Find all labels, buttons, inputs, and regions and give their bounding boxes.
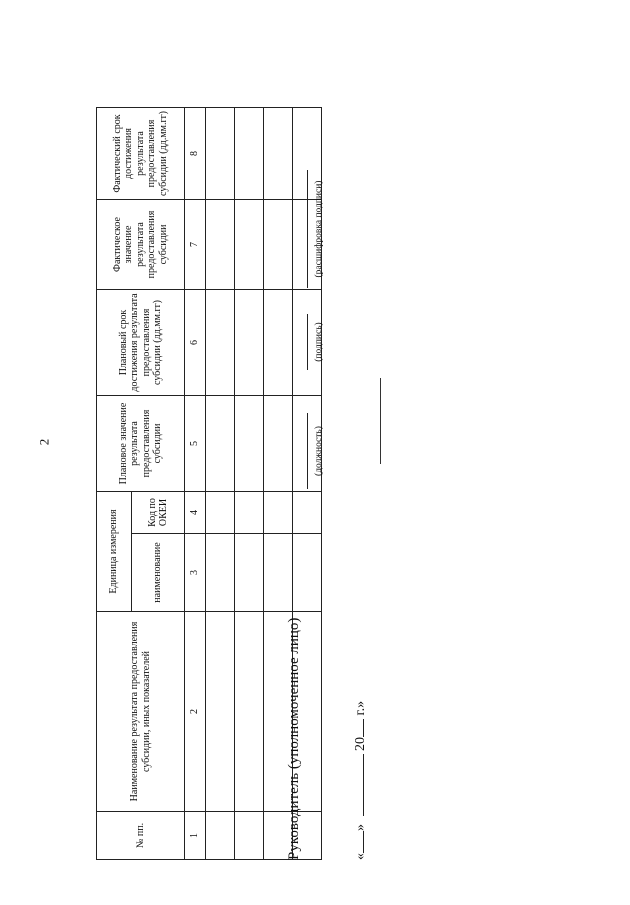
signature-line[interactable]: [307, 314, 308, 370]
column-number: 8: [185, 108, 206, 200]
table-cell[interactable]: [235, 396, 264, 492]
table-cell[interactable]: [264, 492, 293, 534]
table-cell[interactable]: [235, 108, 264, 200]
table-cell[interactable]: [235, 534, 264, 612]
signature-caption: (подпись): [314, 322, 324, 362]
column-number: 1: [185, 812, 206, 860]
table-row: [206, 108, 235, 860]
year-suffix: г.»: [353, 700, 368, 716]
date-close-quote: »: [353, 824, 368, 831]
date-open-quote: «: [353, 853, 368, 860]
year-prefix: 20: [353, 737, 368, 751]
day-blank[interactable]: [351, 831, 364, 853]
table-cell[interactable]: [293, 492, 322, 534]
column-number: 3: [185, 534, 206, 612]
header-plan-value: Плановое значение результата предоставления субсидии: [97, 396, 185, 492]
decode-line[interactable]: [307, 170, 308, 288]
table-cell[interactable]: [235, 290, 264, 396]
signatory-heading: Руководитель (уполномоченное лицо): [286, 617, 302, 860]
table-cell[interactable]: [235, 612, 264, 812]
rotated-form: [52, 44, 472, 884]
table-cell[interactable]: [235, 200, 264, 290]
table-cell[interactable]: [206, 812, 235, 860]
table-cell[interactable]: [235, 812, 264, 860]
table-cell[interactable]: [264, 200, 293, 290]
table-row: [235, 108, 264, 860]
position-caption: (должность): [314, 426, 324, 476]
table-cell[interactable]: [264, 290, 293, 396]
position-line[interactable]: [307, 413, 308, 489]
table-cell[interactable]: [264, 108, 293, 200]
header-plan-date: Плановый срок достижения результата предоставления субсидии (дд.мм.гг): [97, 290, 185, 396]
date-line: [351, 701, 369, 860]
table-cell[interactable]: [206, 396, 235, 492]
table-cell[interactable]: [264, 396, 293, 492]
column-number: 2: [185, 612, 206, 812]
column-number: 5: [185, 396, 206, 492]
table-cell[interactable]: [264, 534, 293, 612]
table-cell[interactable]: [206, 108, 235, 200]
month-blank[interactable]: [351, 755, 364, 817]
header-name: Наименование результата предоставления субсидии, иных показателей: [97, 612, 185, 812]
header-fact-value: Фактическое значение результата предоставления субсидии: [97, 200, 185, 290]
page-number: 2: [36, 438, 52, 446]
header-unit-code: Код по ОКЕИ: [132, 492, 185, 534]
table-cell[interactable]: [206, 492, 235, 534]
column-number: 6: [185, 290, 206, 396]
table-cell[interactable]: [206, 612, 235, 812]
column-number: 4: [185, 492, 206, 534]
table-cell[interactable]: [206, 534, 235, 612]
header-fact-date: Фактический срок достижения результата предоставления субсидии (дд.мм.гг): [97, 108, 185, 200]
header-no: № пп.: [97, 812, 185, 860]
header-row-1: [97, 108, 132, 860]
table-cell[interactable]: [293, 534, 322, 612]
table-cell[interactable]: [206, 290, 235, 396]
stamp-line: [380, 378, 381, 464]
year-blank[interactable]: [351, 719, 364, 737]
column-number: 7: [185, 200, 206, 290]
header-unit-name: наименование: [132, 534, 185, 612]
header-unit: Единица измерения: [97, 492, 132, 612]
table-cell[interactable]: [206, 200, 235, 290]
column-number-row: [185, 108, 206, 860]
decode-caption: (расшифровка подписи): [314, 180, 324, 278]
table-cell[interactable]: [235, 492, 264, 534]
